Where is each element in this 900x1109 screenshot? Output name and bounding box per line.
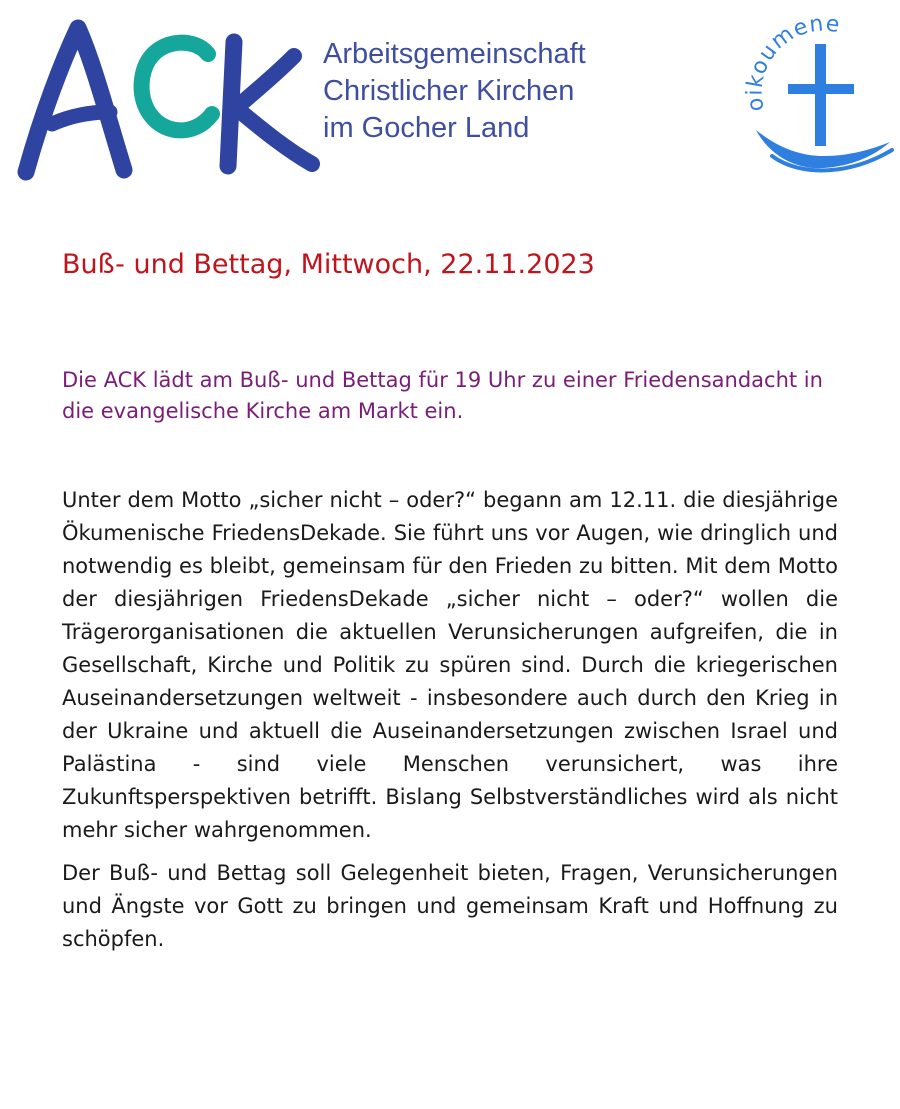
cross-vertical-icon [815,44,826,146]
ack-logo [8,14,326,184]
organization-name-line: im Gocher Land [323,112,530,144]
oikoumene-logo-text: oikoumene [742,11,842,114]
cross-horizontal-icon [788,84,854,94]
ack-logo-letter-c [142,43,212,131]
page-title: Buß- und Bettag, Mittwoch, 22.11.2023 [62,249,595,280]
organization-name-line: Arbeitsgemeinschaft [323,38,586,70]
lead-paragraph: Die ACK lädt am Buß- und Bettag für 19 Uhr zu einer Friedensandacht in die evangelische Kirche am Markt ein. [62,368,823,423]
header [0,0,900,200]
oikoumene-logo [742,10,898,180]
ack-logo-letter-k-arms [236,56,312,164]
article-body [62,484,838,966]
organization-name-line: Christlicher Kirchen [323,75,575,107]
ack-logo-letter-a [26,28,124,172]
body-paragraph: Unter dem Motto „sicher nicht – oder?“ begann am 12.11. die diesjährige Ökumenische FriedensDekade. Sie führt uns vor Augen, wie dringlich und notwendig es bleibt, gemeinsam für den Frieden zu bitten. Mit dem Motto der diesjährigen FriedensDekade „sicher nicht – oder?“ wollen die Trägerorganisationen die aktuellen Verunsicherungen aufgreifen, die in Gesellschaft, Kirche und Politik zu spüren sind. Durch die kriegerischen Auseinandersetzungen weltweit - insbesondere auch durch den Krieg in der Ukraine und aktuell die Auseinandersetzungen zwischen Israel und Palästina - sind viele Menschen verunsichert, was ihre Zukunftsperspektiven betrifft. Bislang Selbstverständliches wird als nicht mehr sicher wahrgenommen. [62,488,838,842]
organization-name [323,36,586,147]
body-paragraph: Der Buß- und Bettag soll Gelegenheit bieten, Fragen, Verunsicherungen und Ängste vor Gott zu bringen und gemeinsam Kraft und Hoffnung zu schöpfen. [62,861,838,951]
